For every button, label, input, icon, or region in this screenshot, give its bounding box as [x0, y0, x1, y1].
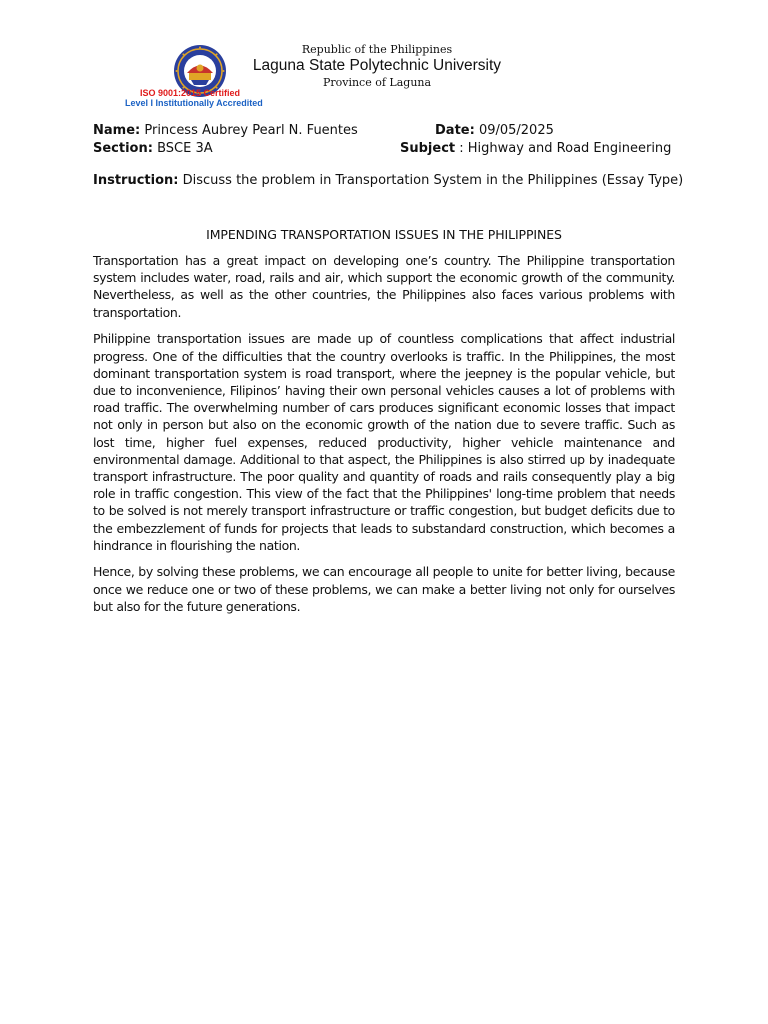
letterhead-province: Province of Laguna: [322, 76, 432, 89]
letterhead-republic: Republic of the Philippines: [301, 43, 453, 56]
name-label: Name:: [93, 123, 141, 138]
letterhead-university: Laguna State Polytechnic University: [252, 57, 502, 74]
essay-paragraph: Transportation has a great impact on developing one’s country. The Philippine transportation system includes water, road, rails and air, which support the economic growth of the community. Nevertheless, as well as the other countries, the Philippines also faces various problems with transportation.: [93, 253, 675, 320]
iso-certification: ISO 9001:2015 Certified: [140, 88, 241, 98]
name-value: Princess Aubrey Pearl N. Fuentes: [144, 123, 358, 138]
instruction-value: Discuss the problem in Transportation System in the Philippines (Essay Type): [182, 173, 684, 188]
instruction-row: [93, 172, 683, 189]
subject-label: Subject: [400, 141, 456, 156]
section-row: [93, 140, 213, 157]
date-value: 09/05/2025: [478, 123, 554, 138]
accreditation-level: Level I Institutionally Accredited: [125, 98, 263, 108]
section-label: Section:: [93, 141, 153, 156]
section-value: BSCE 3A: [157, 141, 213, 156]
date-label: Date:: [435, 123, 475, 138]
essay-body: [93, 252, 675, 625]
essay-title: IMPENDING TRANSPORTATION ISSUES IN THE PHILIPPINES: [206, 227, 562, 242]
essay-paragraph: Hence, by solving these problems, we can encourage all people to unite for better living, because once we reduce one or two of these problems, we can make a better living not only for ourselves but also for the future generations.: [93, 564, 675, 614]
date-row: [435, 122, 554, 139]
essay-paragraph: Philippine transportation issues are made up of countless complications that affect industrial progress. One of the difficulties that the country overlooks is traffic. In the Philippines, the most dominant transportation system is road transport, where the jeepney is the popular vehicle, but due to inconvenience, Filipinos’ having their own personal vehicles causes a lot of problems with road traffic. The overwhelming number of cars produces significant economic losses that impact not only in person but also on the economic growth of the nation due to severe traffic. Such as lost time, higher fuel expenses, reduced productivity, higher vehicle maintenance and environmental damage. Additional to that aspect, the Philippines is also stirred up by inadequate transport infrastructure. The poor quality and quantity of roads and rails consequently play a big role in traffic congestion. This view of the fact that the Philippines' long-time problem that needs to be solved is not merely transport infrastructure or traffic congestion, but budget deficits due to the embezzlement of funds for projects that leads to substandard construction, which becomes a hindrance in flourishing the nation.: [93, 331, 675, 553]
subject-row: [400, 140, 671, 157]
instruction-label: Instruction:: [93, 173, 179, 188]
subject-value: : Highway and Road Engineering: [459, 141, 672, 156]
student-name-row: [93, 122, 358, 139]
